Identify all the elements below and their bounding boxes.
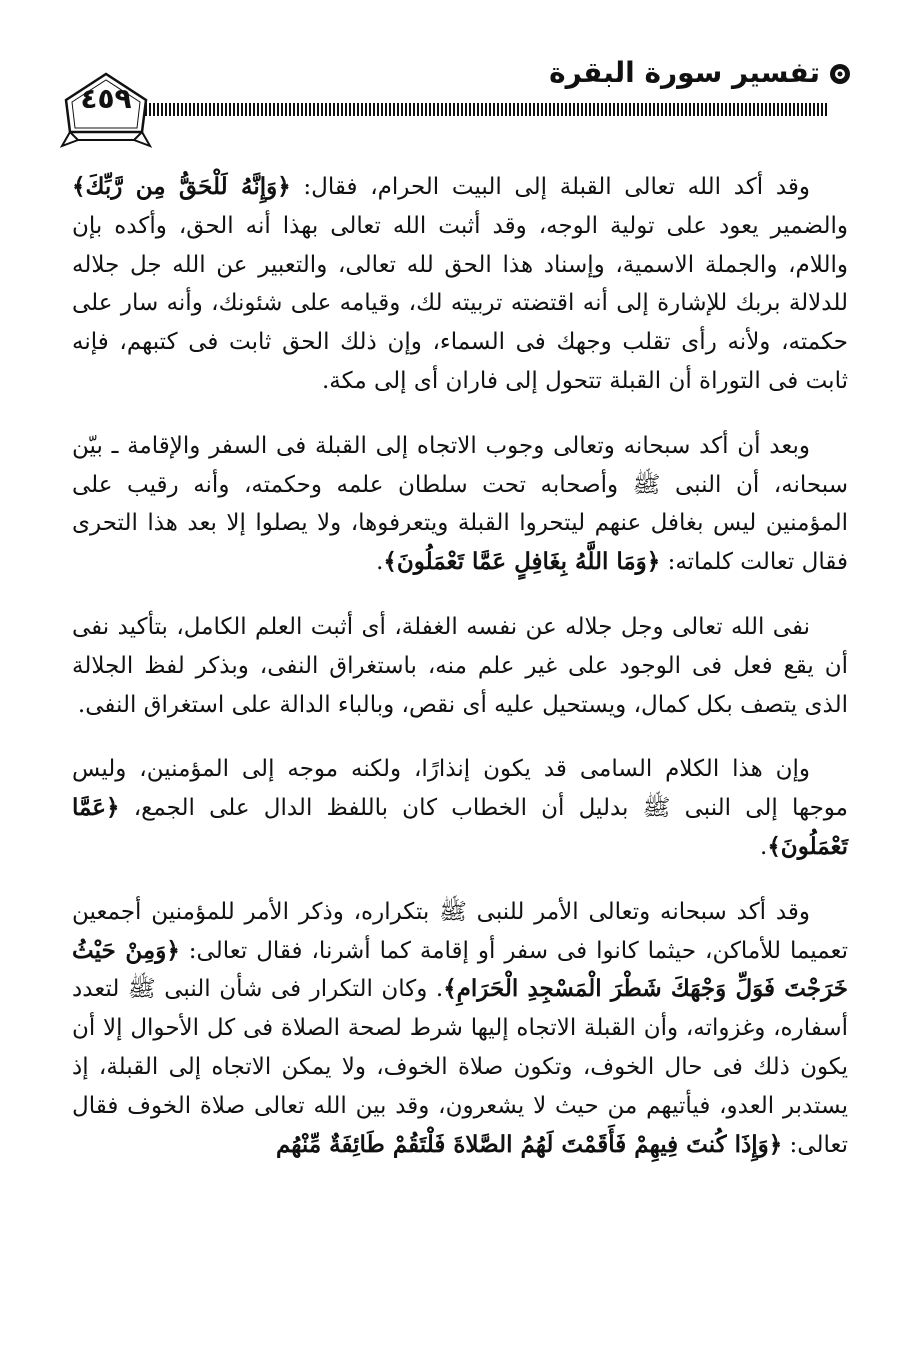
paragraph	[72, 893, 848, 1165]
text-run: وقد أكد الله تعالى القبلة إلى البيت الحرام، فقال:	[290, 174, 810, 200]
text-run: وقد أكد سبحانه وتعالى الأمر للنبى ﷺ بتكراره، وذكر الأمر للمؤمنين أجمعين تعميما للأماكن، حيثما كانوا فى سفر أو إقامة كما أشرنا، فقال تعالى:	[72, 898, 848, 964]
quran-verse: ﴿عَمَّا تَعْمَلُونَ﴾	[72, 794, 848, 860]
paragraph	[72, 608, 848, 724]
text-run: .	[376, 549, 384, 576]
page-header	[0, 0, 920, 150]
quran-verse: ﴿وَإِنَّهُ لَلْحَقُّ مِن رَّبِّكَ﴾	[72, 173, 291, 200]
text-run: والضمير يعود على تولية الوجه، وقد أثبت الله تعالى بهذا أنه الحق، وأكده بإن واللام، والجملة الاسمية، وإسناد هذا الحق لله تعالى، والتعبير عن الله جل جلاله للدلالة بربك للإشارة إلى أنه اقتضته تربيته لك، وقيامه على شئونك، وأنه سار على حكمته، ولأنه رأى تقلب وجهك فى السماء، وإن ذلك الحق ثابت فى كتبهم، فإنه ثابت فى التوراة أن القبلة تتحول إلى فاران أى إلى مكة.	[72, 212, 848, 394]
running-title: تفسير سورة البقرة	[549, 56, 820, 89]
quran-verse: ﴿وَمَا اللَّهُ بِغَافِلٍ عَمَّا تَعْمَلُونَ﴾	[383, 548, 661, 576]
paragraph	[72, 750, 848, 866]
text-run: .	[760, 833, 768, 860]
text-run: نفى الله تعالى وجل جلاله عن نفسه الغفلة، أى أثبت العلم الكامل، بتأكيد نفى أن يقع فعل فى الوجود على غير علم منه، باستغراق النفى، وبذكر لفظ الجلالة الذى يتصف بكل كمال، ويستحيل عليه أى نقص، وبالباء الدالة على استغراق النفى.	[72, 613, 848, 718]
body-text	[72, 168, 848, 1190]
page-number: ٤٥٩	[80, 82, 132, 115]
header-rule	[145, 103, 828, 116]
text-run: وبعد أن أكد سبحانه وتعالى وجوب الاتجاه إلى القبلة فى السفر والإقامة ـ بيّن سبحانه، أن النبى ﷺ وأصحابه تحت سلطان علمه وحكمته، وأنه رقيب على المؤمنين ليس بغافل عنهم ليتحروا القبلة ويتعرفوها، ولا يصلوا إلا بعد هذا التحرى فقال تعالت كلماته:	[72, 432, 848, 576]
ornament-icon	[828, 62, 852, 86]
text-run: . وكان التكرار فى شأن النبى ﷺ لتعدد أسفاره، وغزواته، وأن القبلة الاتجاه إليها شرط لصحة الصلاة فى كل الأحوال إلا أن يكون ذلك فى حال الخوف، وتكون صلاة الخوف، ولا يمكن الاتجاه إلى القبلة، إذ يستدبر العدو، فيأتيهم من حيث لا يشعرون، وقد بين الله تعالى صلاة الخوف فقال تعالى:	[72, 976, 849, 1158]
paragraph	[72, 168, 848, 401]
text-run: وإن هذا الكلام السامى قد يكون إنذارًا، ولكنه موجه إلى المؤمنين، وليس موجها إلى النبى ﷺ بدليل أن الخطاب كان باللفظ الدال على الجمع،	[72, 756, 848, 822]
quran-verse: ﴿وَإِذَا كُنتَ فِيهِمْ فَأَقَمْتَ لَهُمُ الصَّلاةَ فَلْتَقُمْ طَائِفَةٌ مِّنْهُم	[276, 1130, 783, 1158]
paragraph	[72, 427, 848, 582]
quran-verse: ﴿وَمِنْ حَيْثُ خَرَجْتَ فَوَلِّ وَجْهَكَ شَطْرَ الْمَسْجِدِ الْحَرَامِ﴾	[72, 936, 848, 1003]
